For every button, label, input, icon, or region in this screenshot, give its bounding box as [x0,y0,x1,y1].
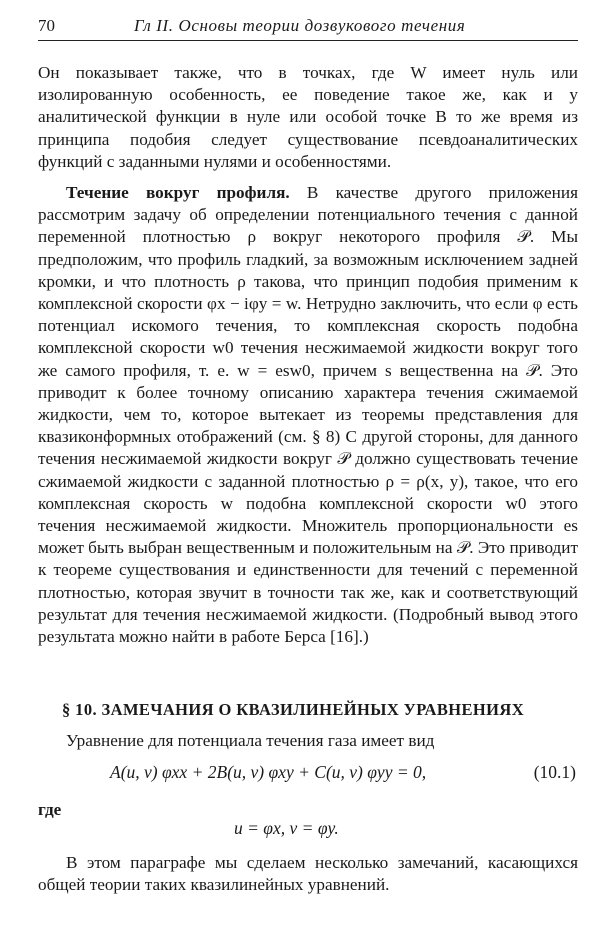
section-heading: § 10. ЗАМЕЧАНИЯ О КВАЗИЛИНЕЙНЫХ УРАВНЕНИЯХ [62,700,525,719]
paragraph-3-text: Уравнение для потенциала течения газа имеет вид [66,731,435,750]
paragraph-4 [38,852,578,896]
paragraph-3 [38,730,578,752]
equation-10-1-expression: A(u, v) φxx + 2B(u, v) φxy + C(u, v) φyy = 0, [110,762,427,782]
equation-10-1-number: (10.1) [533,762,576,782]
page-header [38,14,578,40]
page-number: 70 [38,16,55,35]
paragraph-4-text: В этом параграфе мы сделаем несколько замечаний, касающихся общей теории таких квазилинейных уравнений. [38,853,578,895]
header-rule [38,40,578,41]
paragraph-2-text [38,182,578,648]
paragraph-1-text: Он показывает также, что в точках, где W имеет нуль или изолированную особенность, ее поведение такое же, как и у аналитической функции в нуле или особой точке В то же время из принципа подобия следует существование псевдоаналитических функций с заданными нулями и особенностями. [38,63,578,171]
paragraph-2-lead: Течение вокруг профиля. [66,183,290,202]
where-label: где [38,800,62,819]
paragraph-1 [38,62,578,173]
running-head: Гл II. Основы теории дозвукового течения [134,16,466,35]
paragraph-2-body: В качестве другого приложения рассмотрим задачу об определении потенциального течения с данной переменной плотностью ρ вокруг некоторого профиля 𝒫. Мы предположим, что профиль гладкий, за возможным исключением задней кромки, и что плотность ρ такова, что принцип подобия применим к комплексной скорости φx − iφy = w. Нетрудно заключить, что если φ есть потенциал искомого течения, то комплексная скорость подобна комплексной скорости w0 течения несжимаемой жидкости вокруг того же самого профиля, т. е. w = esw0, причем s вещественна на 𝒫. Это приводит к более точному описанию характера течения сжимаемой жидкости, чем то, которое вытекает из теоремы представления для квазиконформных отображений (см. § 8) С другой стороны, для данного течения несжимаемой жидкости вокруг 𝒫 должно существовать течение сжимаемой жидкости с заданной плотностью ρ = ρ(x, y), такое, что его комплексная скорость w подобна комплексной скорости w0 этого течения несжимаемой жидкости. Множитель пропорциональности es может быть выбран вещественным и положительным на 𝒫. Это приводит к теореме существования и единственности для течений с переменной плотностью, которая звучит в точности так же, как и соответствующий результат для течения несжимаемой жидкости. (Подробный вывод этого результата можно найти в работе Берса [16].) [38,183,579,647]
paragraph-2 [38,182,578,648]
equation-u-v-expression: u = φx, v = φy. [234,818,339,838]
